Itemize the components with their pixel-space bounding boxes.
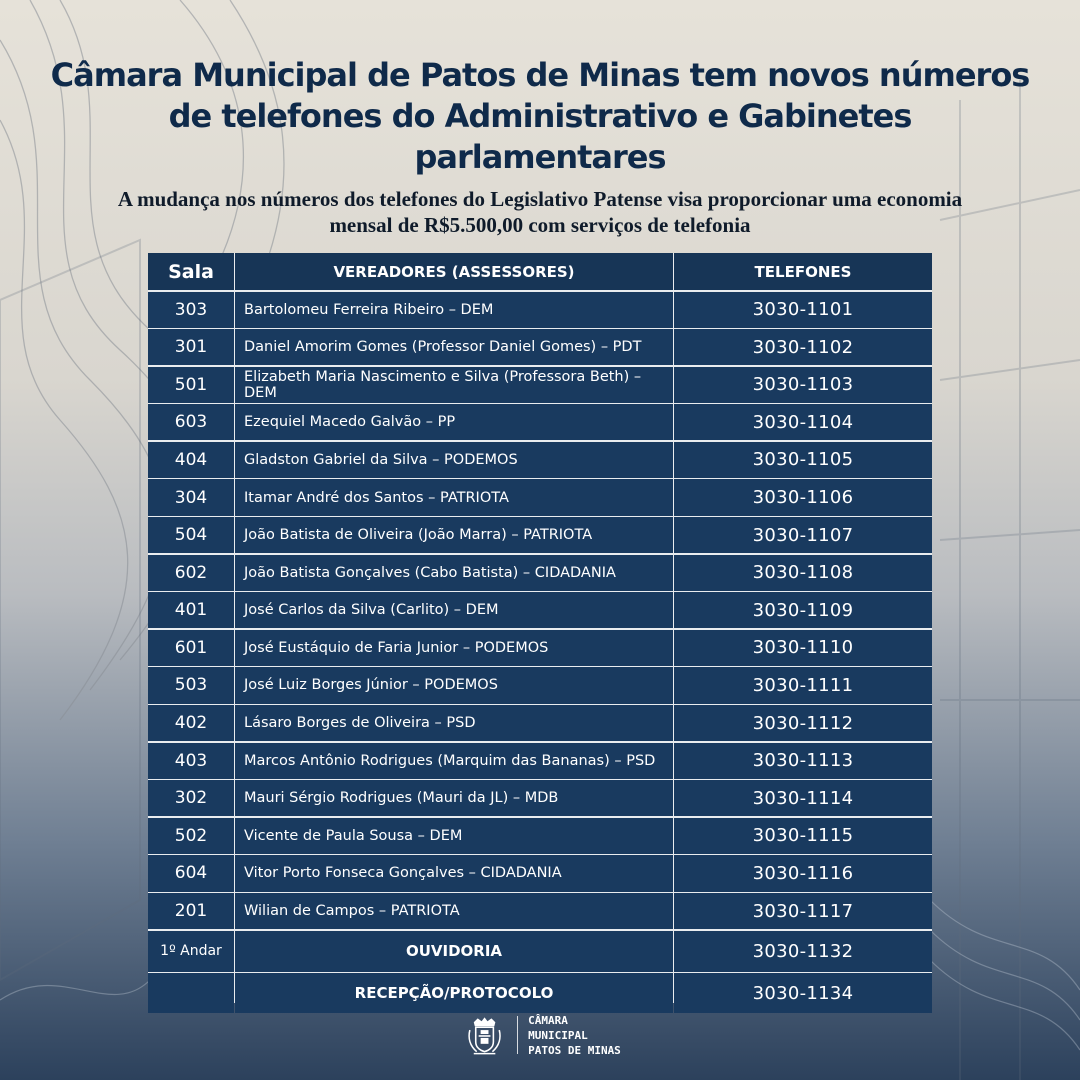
row-phone: 3030-1105 [674, 442, 932, 478]
footer-line-1: CÂMARA MUNICIPAL [528, 1013, 588, 1042]
row-name: Wilian de Campos – PATRIOTA [235, 893, 673, 929]
row-phone: 3030-1112 [674, 705, 932, 741]
row-sala: 403 [148, 743, 234, 779]
recepcao-phone: 3030-1134 [674, 973, 932, 1013]
footer-separator [517, 1016, 518, 1054]
row-phone: 3030-1103 [674, 367, 932, 403]
row-phone: 3030-1117 [674, 893, 932, 929]
row-phone: 3030-1110 [674, 630, 932, 666]
row-sala: 301 [148, 329, 234, 365]
footer-line-2: PATOS DE MINAS [528, 1043, 621, 1057]
row-name: José Eustáquio de Faria Junior – PODEMOS [235, 630, 673, 666]
row-name: Bartolomeu Ferreira Ribeiro – DEM [235, 292, 673, 328]
row-name: Itamar André dos Santos – PATRIOTA [235, 479, 673, 515]
row-name: Gladston Gabriel da Silva – PODEMOS [235, 442, 673, 478]
row-phone: 3030-1107 [674, 517, 932, 553]
row-name: Lásaro Borges de Oliveira – PSD [235, 705, 673, 741]
header-vereadores: VEREADORES (ASSESSORES) [235, 253, 673, 290]
row-sala: 503 [148, 667, 234, 703]
row-sala: 303 [148, 292, 234, 328]
footer-brand [462, 1010, 632, 1060]
header-sala: Sala [148, 253, 234, 290]
row-sala: 504 [148, 517, 234, 553]
row-phone: 3030-1106 [674, 479, 932, 515]
page-title: Câmara Municipal de Patos de Minas tem novos números de telefones do Administrativo e Gabinetes parlamentares [50, 56, 1030, 176]
row-sala: 601 [148, 630, 234, 666]
row-sala: 602 [148, 555, 234, 591]
row-name: Marcos Antônio Rodrigues (Marquim das Bananas) – PSD [235, 743, 673, 779]
ouvidoria-label: OUVIDORIA [235, 931, 673, 972]
recepcao-floor [148, 973, 234, 1013]
row-name: Vicente de Paula Sousa – DEM [235, 818, 673, 854]
header-telefones: TELEFONES [674, 253, 932, 290]
row-name: Elizabeth Maria Nascimento e Silva (Professora Beth) – DEM [235, 367, 673, 403]
row-phone: 3030-1101 [674, 292, 932, 328]
row-sala: 502 [148, 818, 234, 854]
row-name: João Batista de Oliveira (João Marra) – PATRIOTA [235, 517, 673, 553]
row-phone: 3030-1111 [674, 667, 932, 703]
footer-brand-text [528, 1013, 632, 1058]
row-name: José Carlos da Silva (Carlito) – DEM [235, 592, 673, 628]
municipal-crest-icon [462, 1012, 507, 1058]
row-phone: 3030-1109 [674, 592, 932, 628]
row-phone: 3030-1116 [674, 855, 932, 891]
row-sala: 304 [148, 479, 234, 515]
row-phone: 3030-1108 [674, 555, 932, 591]
row-sala: 404 [148, 442, 234, 478]
row-name: Ezequiel Macedo Galvão – PP [235, 404, 673, 440]
row-name: João Batista Gonçalves (Cabo Batista) – CIDADANIA [235, 555, 673, 591]
row-phone: 3030-1102 [674, 329, 932, 365]
row-name: Vitor Porto Fonseca Gonçalves – CIDADANIA [235, 855, 673, 891]
ouvidoria-floor: 1º Andar [148, 931, 234, 972]
row-phone: 3030-1115 [674, 818, 932, 854]
row-sala: 603 [148, 404, 234, 440]
row-name: Mauri Sérgio Rodrigues (Mauri da JL) – MDB [235, 780, 673, 816]
row-sala: 201 [148, 893, 234, 929]
phone-table [148, 253, 932, 1003]
page-subtitle: A mudança nos números dos telefones do Legislativo Patense visa proporcionar uma economia mensal de R$5.500,00 com serviços de telefonia [117, 187, 963, 237]
recepcao-label: RECEPÇÃO/PROTOCOLO [235, 973, 673, 1013]
row-sala: 604 [148, 855, 234, 891]
row-sala: 302 [148, 780, 234, 816]
row-sala: 501 [148, 367, 234, 403]
row-name: Daniel Amorim Gomes (Professor Daniel Gomes) – PDT [235, 329, 673, 365]
row-name: José Luiz Borges Júnior – PODEMOS [235, 667, 673, 703]
row-sala: 401 [148, 592, 234, 628]
row-sala: 402 [148, 705, 234, 741]
ouvidoria-phone: 3030-1132 [674, 931, 932, 972]
row-phone: 3030-1104 [674, 404, 932, 440]
row-phone: 3030-1114 [674, 780, 932, 816]
row-phone: 3030-1113 [674, 743, 932, 779]
